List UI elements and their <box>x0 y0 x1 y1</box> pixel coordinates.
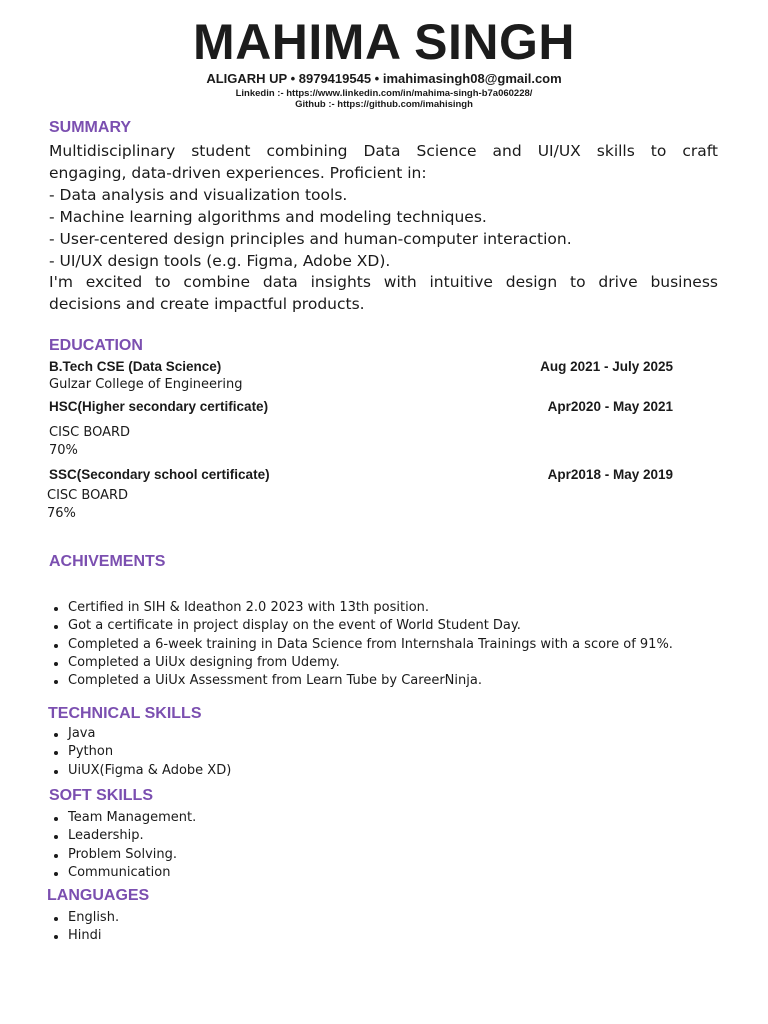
list-item: Completed a 6-week training in Data Science from Internshala Trainings with a score of 91%. <box>49 636 673 654</box>
summary-line: decisions and create impactful products. <box>49 295 365 314</box>
list-item: Python <box>49 743 231 761</box>
education-board: CISC BOARD <box>47 488 129 503</box>
list-item: Hindi <box>49 927 119 945</box>
education-degree: HSC(Higher secondary certificate) <box>49 399 269 414</box>
candidate-name: MAHIMA SINGH <box>193 14 575 70</box>
list-item: Team Management. <box>49 809 196 827</box>
summary-line: - Data analysis and visualization tools. <box>49 185 348 204</box>
education-degree: SSC(Secondary school certificate) <box>49 467 270 482</box>
list-item: Completed a UiUx designing from Udemy. <box>49 654 673 672</box>
summary-text <box>49 141 718 316</box>
list-item: Completed a UiUx Assessment from Learn Tube by CareerNinja. <box>49 672 673 690</box>
education-institution: Gulzar College of Engineering <box>49 377 243 392</box>
contact-line: ALIGARH UP • 8979419545 • imahimasingh08@gmail.com <box>206 71 562 86</box>
summary-heading: SUMMARY <box>49 119 132 136</box>
list-item: Got a certificate in project display on the event of World Student Day. <box>49 617 673 635</box>
soft-skills-list <box>49 809 196 882</box>
summary-line: engaging, data-driven experiences. Proficient in: <box>49 163 427 182</box>
summary-line: - UI/UX design tools (e.g. Figma, Adobe XD). <box>49 251 391 270</box>
achievements-heading: ACHIVEMENTS <box>49 553 166 570</box>
achievements-list <box>49 599 673 690</box>
technical-skills-heading: TECHNICAL SKILLS <box>48 705 202 722</box>
languages-list <box>49 909 119 946</box>
education-heading: EDUCATION <box>49 337 143 354</box>
summary-line: - Machine learning algorithms and modeling techniques. <box>49 207 487 226</box>
summary-line: I'm excited to combine data insights with intuitive design to drive business <box>49 273 718 292</box>
summary-line: - User-centered design principles and human-computer interaction. <box>49 229 572 248</box>
summary-line: Multidisciplinary student combining Data Science and UI/UX skills to craft <box>49 142 718 160</box>
list-item: Problem Solving. <box>49 846 196 864</box>
list-item: English. <box>49 909 119 927</box>
list-item: Communication <box>49 864 196 882</box>
linkedin-link[interactable]: Linkedin :- https://www.linkedin.com/in/mahima-singh-b7a060228/ <box>235 88 533 99</box>
technical-skills-list <box>49 725 231 780</box>
education-date: Apr2018 - May 2019 <box>547 467 673 482</box>
soft-skills-heading: SOFT SKILLS <box>49 787 153 804</box>
education-date: Apr2020 - May 2021 <box>547 399 673 414</box>
education-score: 76% <box>47 506 76 521</box>
list-item: Leadership. <box>49 827 196 845</box>
education-date: Aug 2021 - July 2025 <box>540 359 673 374</box>
languages-heading: LANGUAGES <box>47 887 150 904</box>
education-score: 70% <box>49 443 78 458</box>
github-link[interactable]: Github :- https://github.com/imahisingh <box>295 99 473 110</box>
list-item: UiUX(Figma & Adobe XD) <box>49 762 231 780</box>
education-board: CISC BOARD <box>49 425 131 440</box>
list-item: Java <box>49 725 231 743</box>
list-item: Certified in SIH & Ideathon 2.0 2023 with 13th position. <box>49 599 673 617</box>
education-degree: B.Tech CSE (Data Science) <box>49 359 222 374</box>
